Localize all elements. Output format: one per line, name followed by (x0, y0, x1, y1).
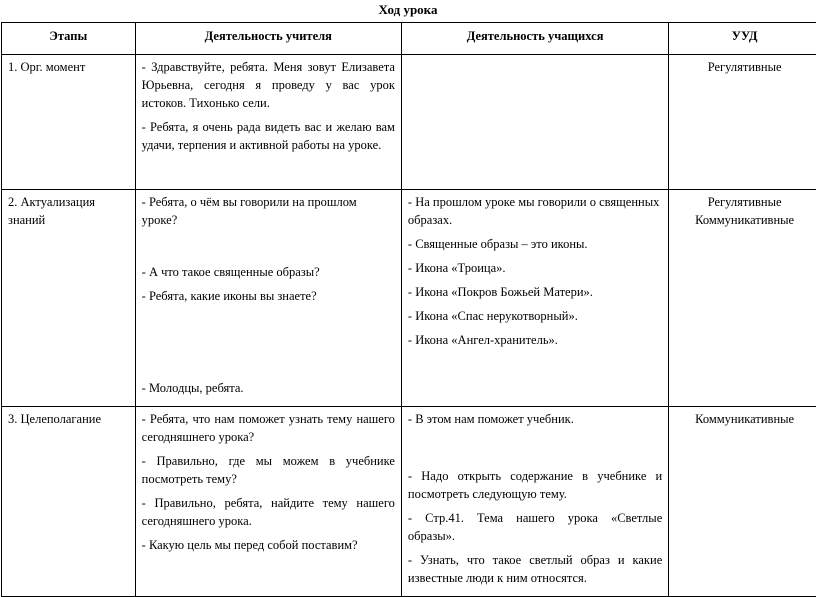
teacher-line: - Здравствуйте, ребята. Меня зовут Елизавета Юрьевна, сегодня я проведу у вас урок истоков. Тихонько сели. (142, 58, 395, 112)
uud-cell (669, 407, 816, 597)
uud-cell (669, 55, 816, 190)
teacher-line: - А что такое священные образы? (142, 263, 395, 281)
stage-cell: 1. Орг. момент (2, 55, 136, 190)
student-line: - Священные образы – это иконы. (408, 235, 662, 253)
header-student-activity: Деятельность учащихся (401, 23, 668, 55)
header-uud: УУД (669, 23, 816, 55)
lesson-plan-table (1, 22, 816, 597)
students-cell (401, 190, 668, 407)
teacher-line: - Правильно, ребята, найдите тему нашего сегодняшнего урока. (142, 494, 395, 530)
student-line: - Икона «Покров Божьей Матери». (408, 283, 662, 301)
student-line: - На прошлом уроке мы говорили о священных образах. (408, 193, 662, 229)
uud-item: Регулятивные (675, 193, 814, 211)
stage-cell: 3. Целеполагание (2, 407, 136, 597)
teacher-line: - Ребята, я очень рада видеть вас и желаю вам удачи, терпения и активной работы на уроке. (142, 118, 395, 154)
stage-cell: 2. Актуализация знаний (2, 190, 136, 407)
teacher-line: - Какую цель мы перед собой поставим? (142, 536, 395, 554)
students-cell (401, 407, 668, 597)
student-line: - В этом нам поможет учебник. (408, 410, 662, 428)
student-line: - Икона «Спас нерукотворный». (408, 307, 662, 325)
student-line: - Надо открыть содержание в учебнике и посмотреть следующую тему. (408, 467, 662, 503)
teacher-cell (135, 407, 401, 597)
uud-item: Коммуникативные (675, 410, 814, 428)
uud-item: Коммуникативные (675, 211, 814, 229)
student-line: - Узнать, что такое светлый образ и какие известные люди к ним относятся. (408, 551, 662, 587)
table-row (2, 55, 816, 190)
student-line: - Икона «Троица». (408, 259, 662, 277)
teacher-line: - Ребята, о чём вы говорили на прошлом уроке? (142, 193, 395, 229)
teacher-cell (135, 190, 401, 407)
table-header-row (2, 23, 816, 55)
table-row (2, 190, 816, 407)
teacher-line: - Ребята, что нам поможет узнать тему нашего сегодняшнего урока? (142, 410, 395, 446)
page-title: Ход урока (0, 2, 816, 18)
student-line: - Стр.41. Тема нашего урока «Светлые образы». (408, 509, 662, 545)
teacher-line: - Ребята, какие иконы вы знаете? (142, 287, 395, 305)
teacher-line: - Молодцы, ребята. (142, 379, 395, 397)
teacher-cell (135, 55, 401, 190)
header-stages: Этапы (2, 23, 136, 55)
uud-item: Регулятивные (675, 58, 814, 76)
student-line: - Икона «Ангел-хранитель». (408, 331, 662, 349)
table-row (2, 407, 816, 597)
teacher-line: - Правильно, где мы можем в учебнике посмотреть тему? (142, 452, 395, 488)
students-cell (401, 55, 668, 190)
header-teacher-activity: Деятельность учителя (135, 23, 401, 55)
uud-cell (669, 190, 816, 407)
